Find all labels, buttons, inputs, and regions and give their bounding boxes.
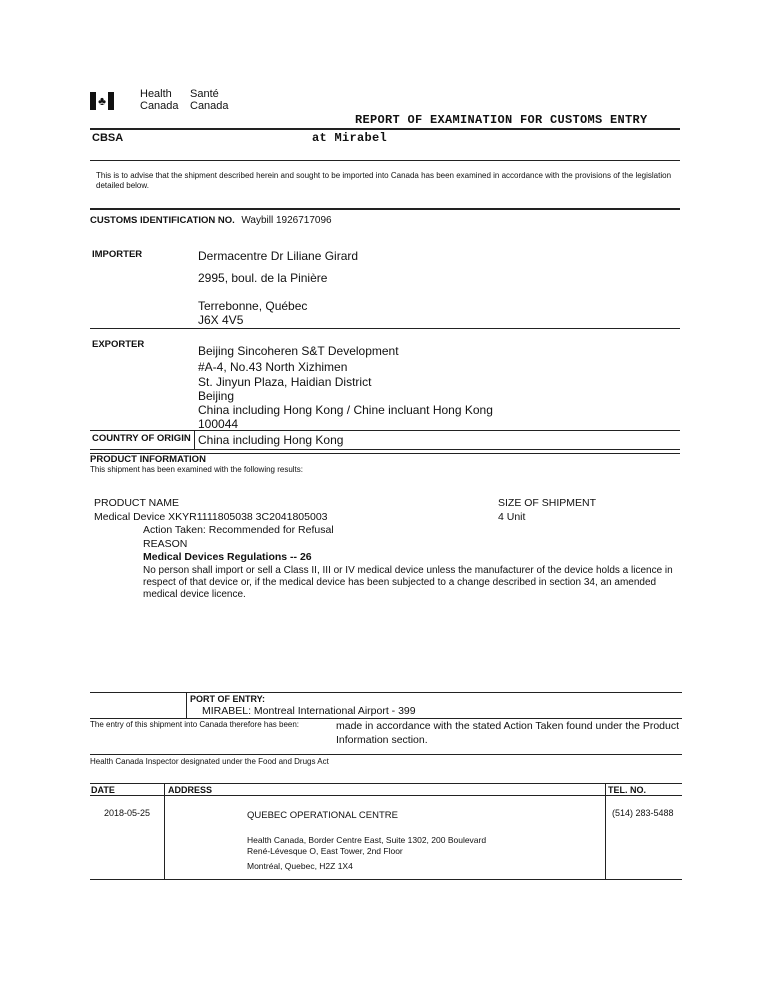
entry-value: made in accordance with the stated Action Taken found under the Product Information section.	[336, 720, 680, 746]
footer-rule-top	[90, 783, 682, 784]
footer-address-label: ADDRESS	[168, 785, 213, 795]
customs-id-row	[90, 215, 332, 226]
entry-label: The entry of this shipment into Canada therefore has been:	[90, 720, 300, 729]
footer-office: QUEBEC OPERATIONAL CENTRE	[247, 810, 398, 821]
origin-rule	[90, 449, 680, 450]
footer-address-line3: Montréal, Quebec, H2Z 1X4	[247, 861, 353, 871]
importer-rule	[90, 328, 680, 329]
reason-text: No person shall import or sell a Class II, III or IV medical device unless the manufacturer of the device holds a licence in respect of that device or, if the medical device has been subjected to a change described in section 34, an amended medical device licence.	[143, 565, 673, 600]
dept-name-en: Health Canada	[140, 88, 179, 112]
footer-date: 2018-05-25	[104, 808, 151, 818]
footer-tel: (514) 283-5488	[612, 808, 674, 818]
origin-divider	[194, 430, 195, 450]
importer-address: 2995, boul. de la Pinière	[198, 271, 328, 285]
exporter-rule	[90, 430, 680, 431]
maple-leaf-icon: ♣	[98, 94, 106, 108]
port-divider	[186, 692, 187, 718]
inspector-label: Health Canada Inspector designated under the Food and Drugs Act	[90, 757, 329, 766]
footer-date-label: DATE	[91, 785, 115, 795]
notice-rule	[90, 208, 680, 210]
origin-value: China including Hong Kong	[198, 433, 344, 447]
importer-label: IMPORTER	[92, 249, 143, 260]
footer-divider-2	[605, 783, 606, 879]
origin-label: COUNTRY OF ORIGIN	[92, 433, 191, 444]
customs-id-label: CUSTOMS IDENTIFICATION NO.	[90, 215, 235, 226]
canada-flag-logo	[90, 92, 114, 110]
action-taken: Action Taken: Recommended for Refusal	[143, 524, 334, 536]
regulation-ref: Medical Devices Regulations -- 26	[143, 551, 312, 563]
exporter-address2: St. Jinyun Plaza, Haidian District	[198, 375, 372, 389]
port-rule-top	[90, 692, 682, 693]
product-info-label: PRODUCT INFORMATION	[90, 454, 206, 465]
header-rule-top	[90, 128, 680, 130]
entry-rule	[90, 754, 682, 755]
importer-postal: J6X 4V5	[198, 313, 244, 327]
exporter-country: China including Hong Kong / Chine incluant Hong Kong	[198, 403, 493, 417]
footer-address	[247, 835, 486, 872]
customs-id-value: Waybill 1926717096	[241, 215, 332, 226]
report-location: at Mirabel	[312, 131, 388, 145]
exporter-label: EXPORTER	[92, 339, 145, 350]
reason-label: REASON	[143, 538, 188, 550]
notice-text: This is to advise that the shipment described herein and sought to be imported into Canada has been examined in accordance with the provisions of the legislation detailed below.	[96, 171, 672, 190]
port-label: PORT OF ENTRY:	[190, 694, 265, 704]
report-title: REPORT OF EXAMINATION FOR CUSTOMS ENTRY	[355, 113, 648, 127]
footer-divider-1	[164, 783, 165, 879]
importer-city: Terrebonne, Québec	[198, 299, 308, 313]
footer-address-line1: Health Canada, Border Centre East, Suite 1302, 200 Boulevard	[247, 835, 487, 845]
footer-rule-bottom	[90, 879, 682, 880]
product-info-intro: This shipment has been examined with the following results:	[90, 465, 303, 474]
shipment-size: 4 Unit	[498, 511, 526, 523]
header-rule-bottom	[90, 160, 680, 161]
exporter-city: Beijing	[198, 389, 235, 403]
agency-label: CBSA	[92, 132, 124, 144]
dept-name-fr: Santé Canada	[190, 88, 229, 112]
exporter-address1: #A-4, No.43 North Xizhimen	[198, 360, 348, 374]
exporter-name: Beijing Sincoheren S&T Development	[198, 344, 399, 358]
exporter-postal: 100044	[198, 417, 239, 431]
importer-name: Dermacentre Dr Liliane Girard	[198, 249, 359, 263]
footer-address-line2: René-Lévesque O, East Tower, 2nd Floor	[247, 846, 403, 856]
footer-header-rule	[90, 795, 682, 796]
product-name-label: PRODUCT NAME	[94, 497, 179, 509]
product-name: Medical Device XKYR1111805038 3C2041805003	[94, 511, 328, 523]
port-value: MIRABEL: Montreal International Airport - 399	[202, 705, 416, 717]
footer-tel-label: TEL. NO.	[608, 785, 646, 795]
size-label: SIZE OF SHIPMENT	[498, 497, 597, 509]
